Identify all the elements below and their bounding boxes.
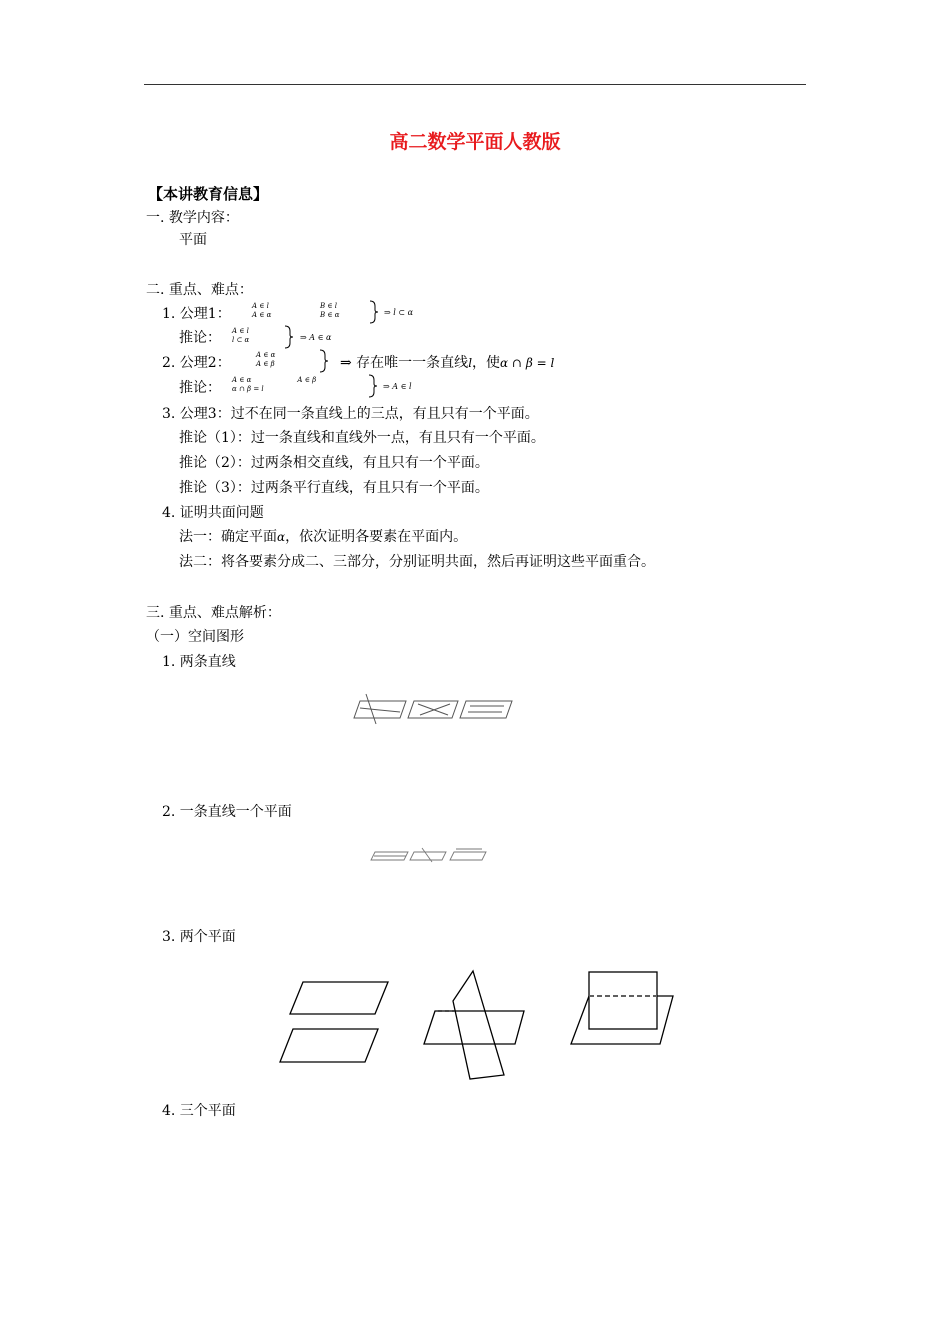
method-two: 法二：将各要素分成二、三部分，分别证明共面，然后再证明这些平面重合。: [179, 554, 655, 570]
axiom2-text: ⇒ 存在唯一一条直线: [340, 355, 469, 371]
method-one-b: ，依次证明各要素在平面内。: [285, 529, 468, 545]
header-rule: [144, 84, 806, 85]
axiom2-formula: α ∩ β = l: [500, 356, 555, 370]
axiom2-conditions: [256, 351, 318, 369]
part3-sub1: （一）空间图形: [146, 629, 244, 645]
corollary1-result: ⇒ A ∈ α: [300, 333, 332, 342]
axiom2-cond-bot: A ∈ β: [256, 360, 275, 368]
part1-content: 平面: [179, 232, 207, 248]
corollary1-label: 推论：: [179, 330, 221, 346]
fig1-plane-3: [460, 701, 512, 718]
axiom2-label: 2. 公理2：: [162, 355, 231, 371]
item-three-planes: 4. 三个平面: [162, 1103, 236, 1119]
axiom2-brace: [319, 349, 329, 373]
item-two-planes: 3. 两个平面: [162, 929, 236, 945]
page-title: 高二数学平面人教版: [389, 131, 561, 153]
corollary1-conditions: [232, 327, 282, 345]
corollary-2: 推论（2）：过两条相交直线，有且只有一个平面。: [179, 455, 489, 471]
corollary-1: 推论（1）：过一条直线和直线外一点，有且只有一个平面。: [179, 430, 545, 446]
horizontal-plane: [424, 1011, 524, 1044]
figure-line-plane: [370, 847, 488, 863]
method-one-var: α: [277, 530, 286, 544]
method-one-a: 法一：确定平面: [179, 529, 277, 545]
axiom2-statement: [340, 354, 554, 372]
fig1-line-b: [360, 708, 400, 712]
base-plane: [571, 996, 673, 1044]
axiom1-cond-a-bot: A ∈ α: [252, 311, 272, 319]
axiom2-text2: ，使: [472, 355, 501, 371]
figure-two-lines: [352, 694, 514, 724]
part3-heading: 三. 重点、难点解析：: [146, 605, 281, 621]
corollary2-cond-top-b: A ∈ β: [297, 376, 317, 384]
axiom1-result: ⇒ l ⊂ α: [384, 308, 413, 317]
axiom1-label: 1. 公理1：: [162, 306, 231, 322]
section-title: 【本讲教育信息】: [148, 185, 269, 203]
figure-two-planes: [270, 965, 690, 1085]
corollary1-cond-bot: l ⊂ α: [232, 336, 250, 344]
corollary1-cond-top: A ∈ l: [232, 327, 249, 335]
axiom2-var-l: l: [468, 356, 473, 370]
corollary2-brace: [368, 374, 378, 398]
part1-heading: 一. 教学内容：: [146, 210, 239, 226]
parallel-plane-top: [290, 982, 388, 1014]
axiom1-cond-b-bot: B ∈ α: [320, 311, 340, 319]
axiom1-cond-a-top: A ∈ l: [252, 302, 269, 310]
corollary2-conditions: [232, 376, 372, 394]
item-two-lines: 1. 两条直线: [162, 654, 236, 670]
method-one: [179, 528, 467, 546]
axiom1-cond-b-top: B ∈ l: [320, 302, 338, 310]
fig1-line-d: [420, 704, 450, 715]
fig1-line-c: [418, 704, 448, 715]
part2-heading: 二. 重点、难点：: [146, 282, 253, 298]
corollary2-result: ⇒ A ∈ l: [383, 382, 412, 391]
item-line-plane: 2. 一条直线一个平面: [162, 804, 292, 820]
corollary1-brace: [284, 325, 294, 349]
axiom1-brace: [369, 300, 379, 324]
corollary-3: 推论（3）：过两条平行直线，有且只有一个平面。: [179, 480, 489, 496]
fig2-plane-3: [450, 852, 486, 860]
axiom2-cond-top: A ∈ α: [256, 351, 276, 359]
axiom1-formula: [252, 302, 364, 321]
corollary2-cond-bot: α ∩ β = l: [232, 385, 264, 393]
vertical-plane: [589, 972, 657, 1029]
axiom3: 3. 公理3：过不在同一条直线上的三点，有且只有一个平面。: [162, 406, 539, 422]
corollary2-cond-top-a: A ∈ α: [232, 376, 252, 384]
proof-heading: 4. 证明共面问题: [162, 505, 264, 521]
corollary2-label: 推论：: [179, 380, 221, 396]
parallel-plane-bottom: [280, 1029, 378, 1062]
tilted-plane: [453, 971, 504, 1079]
